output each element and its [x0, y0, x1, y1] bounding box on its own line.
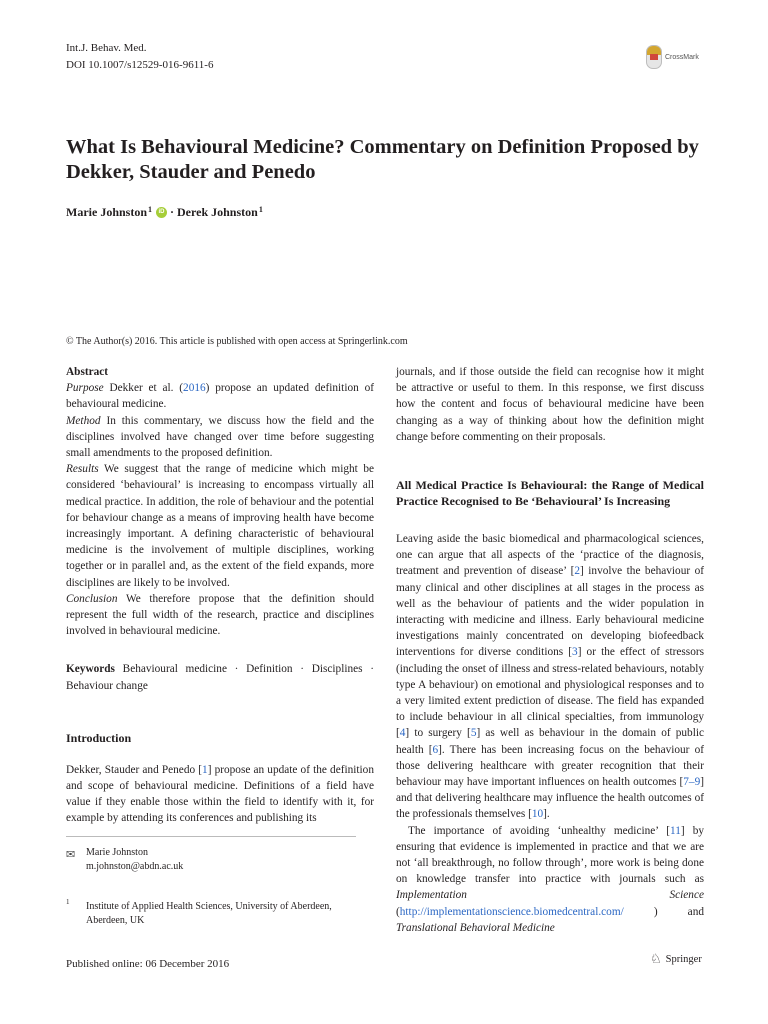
footnote-divider	[66, 836, 356, 837]
citation-link[interactable]: 7–9	[683, 776, 701, 789]
keywords	[66, 661, 374, 693]
body-text: ] or the effect of stressors (including the onset of illness and stress-related behaviours, notably type A behaviour) on emotional and physiological responses and to a very limited extent prediction of disease. The field has expanded to include behaviour in all clinical specialties, from immunology [	[396, 646, 705, 740]
citation-link[interactable]: 1	[202, 763, 208, 776]
citation-link[interactable]: 5	[470, 727, 477, 740]
citation-link[interactable]: 2	[574, 565, 581, 578]
article-title: What Is Behavioural Medicine? Commentary on Definition Proposed by Dekker, Stauder and Penedo	[66, 136, 699, 183]
body-text: ) and	[623, 905, 704, 918]
published-date: Published online: 06 December 2016	[66, 958, 230, 970]
body-text: ] by ensuring that evidence is implemented in practice and that we are not ‘all breakthrough, no follow through’, more work is being done on knowledge transfer into practice with journals such as	[396, 824, 704, 886]
body-paragraph	[396, 531, 704, 823]
right-column	[396, 364, 704, 936]
abstract-method	[66, 413, 374, 462]
method-label: Method	[66, 414, 101, 427]
corresponding-author	[86, 846, 183, 874]
purpose-label: Purpose	[66, 382, 104, 395]
journal-name: Int.J. Behav. Med.	[66, 42, 147, 54]
citation-link[interactable]: 6	[432, 743, 439, 756]
introduction-heading: Introduction	[66, 730, 132, 745]
purpose-text: Dekker et al. (	[109, 382, 184, 395]
journal-title: Implementation Science	[396, 889, 704, 902]
section-heading: All Medical Practice Is Behavioural: the Range of Medical Practice Recognised to Be ‘Behavioural’ Is Increasing	[396, 478, 704, 509]
left-column	[66, 364, 374, 827]
springer-horse-icon: ♘	[650, 952, 662, 967]
body-text: (	[396, 905, 400, 918]
body-text: ] and that delivering healthcare may influence the health outcomes of the professionals themselves [	[396, 776, 704, 821]
contact-name: Marie Johnston	[86, 847, 148, 858]
citation-link[interactable]: 10	[531, 808, 544, 821]
author-affiliation-marker: 1	[258, 205, 263, 214]
purpose-text: ) propose an updated definition of behavioural medicine.	[66, 382, 374, 411]
body-text: The importance of avoiding ‘unhealthy medicine’ [	[408, 824, 670, 837]
keywords-text: Behavioural medicine · Definition · Disciplines · Behaviour change	[66, 663, 374, 692]
body-paragraph	[396, 823, 704, 936]
affiliation-number: 1	[66, 898, 70, 906]
author-list	[66, 205, 263, 220]
citation-link[interactable]: 4	[399, 727, 406, 740]
body-text: ] involve the behaviour of many clinical and other disciplines at all stages in the process as well as the behaviour of patients and the wider population in interacting with medicine and illness. Early behavioural medicine investigations mainly concentrated on developing biofeedback interventions for diverse conditions [	[396, 565, 704, 659]
url-link[interactable]: http://implementationscience.biomedcentral.com/	[399, 905, 624, 918]
springer-label: Springer	[665, 954, 702, 965]
author-name[interactable]: Derek Johnston	[177, 205, 258, 219]
continued-paragraph: journals, and if those outside the field can recognise how it might be attractive or useful to them. In this response, we first discuss how the content and focus of behavioural medicine have been changing as a way of thinking about how the definition might change before commenting on their proposals.	[396, 366, 704, 443]
mail-icon: ✉	[66, 848, 76, 861]
citation-link[interactable]: 2016	[183, 382, 206, 395]
body-text: ]. There has been increasing focus on the behaviour of those delivering healthcare with greater recognition that their behaviour may have important influences on health outcomes [	[396, 743, 704, 789]
affiliation: Institute of Applied Health Sciences, University of Aberdeen, Aberdeen, UK	[86, 901, 332, 926]
results-text: We suggest that the range of medicine which might be considered ‘behavioural’ is increasing to encompass virtually all medical practice. In addition, the role of behaviour and the potential for behaviour change as a means of improving health have become increasingly important. A defining characteristic of behavioural medicine is the involvement of multiple disciplines, working together or in parallel and, as the extent of the field expands, more disciplines are likely to be involved.	[66, 463, 374, 589]
citation-link[interactable]: 3	[572, 646, 578, 659]
method-text: In this commentary, we discuss how the field and the disciplines involved have changed over time before suggesting small amendments to the proposed definition.	[66, 414, 374, 460]
body-text: ] to surgery [	[405, 727, 471, 740]
body-text: ] as well as behaviour in the domain of public health [	[396, 727, 704, 756]
conclusion-label: Conclusion	[66, 592, 118, 605]
results-label: Results	[66, 463, 99, 476]
intro-paragraph	[66, 762, 374, 827]
crossmark-badge[interactable]	[646, 45, 699, 69]
author-separator: ·	[170, 205, 175, 219]
citation-link[interactable]: 11	[670, 824, 681, 837]
author-name[interactable]: Marie Johnston	[66, 205, 147, 219]
springer-logo[interactable]	[650, 952, 702, 967]
abstract-heading: Abstract	[66, 366, 109, 378]
body-text: Leaving aside the basic biomedical and pharmacological sciences, one can argue that all aspects of the ‘practice of the diagnosis, treatment and prevention of disease’ [	[396, 533, 704, 578]
copyright-notice: © The Author(s) 2016. This article is published with open access at Springerlink.com	[66, 336, 408, 347]
journal-title: Translational Behavioral Medicine	[396, 921, 555, 934]
abstract-conclusion	[66, 591, 374, 640]
abstract-results	[66, 461, 374, 591]
contact-email[interactable]: m.johnston@abdn.ac.uk	[86, 861, 184, 872]
doi[interactable]: DOI 10.1007/s12529-016-9611-6	[66, 59, 214, 71]
abstract-purpose	[66, 380, 374, 412]
conclusion-text: We therefore propose that the definition should represent the full width of the research, practice and disciplines involved in behavioural medicine.	[66, 592, 375, 638]
crossmark-label: CrossMark	[665, 53, 699, 61]
author-affiliation-marker: 1	[148, 205, 152, 214]
keywords-label: Keywords	[66, 663, 115, 676]
crossmark-icon	[646, 45, 662, 69]
body-text: ].	[543, 808, 550, 821]
intro-text: Dekker, Stauder and Penedo [	[66, 763, 203, 776]
intro-text: ] propose an update of the definition and scope of behavioural medicine. Definitions of a field have value if they enable those within the field to identify with it, for example by attending its conferences and publishing its	[66, 763, 374, 825]
journal-header	[66, 40, 213, 74]
orcid-icon[interactable]: iD	[156, 207, 167, 218]
